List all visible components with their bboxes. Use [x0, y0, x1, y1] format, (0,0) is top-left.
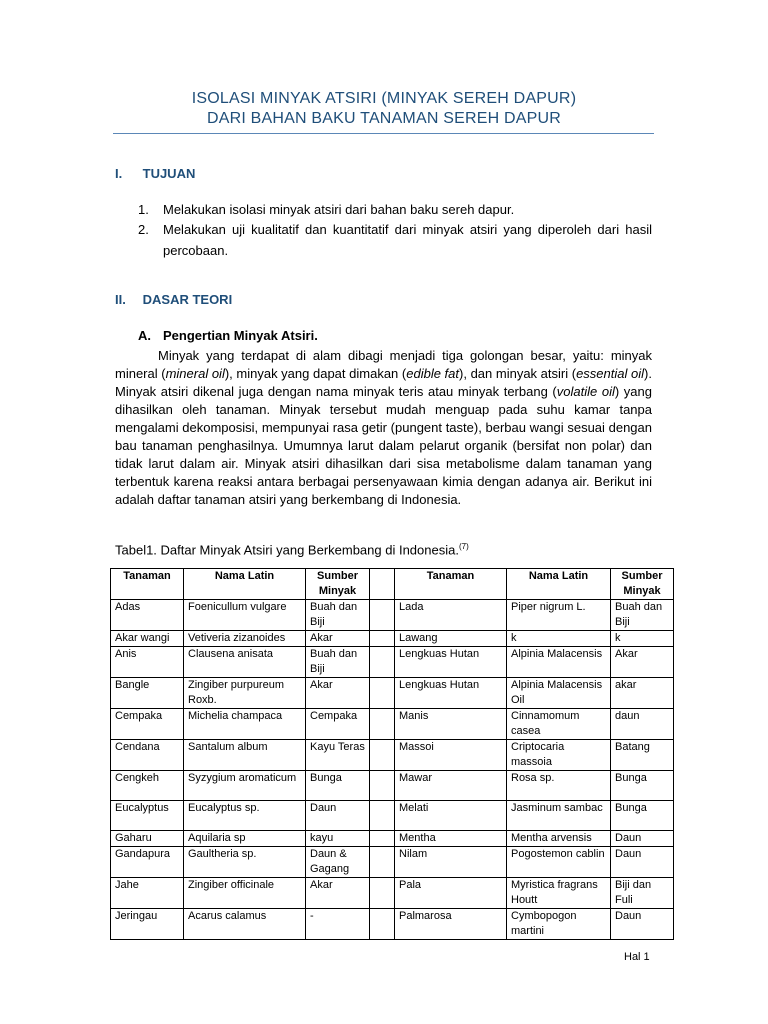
- table-cell: Daun: [611, 847, 674, 878]
- table-cell: [370, 878, 395, 909]
- table-cell: Santalum album: [184, 740, 306, 771]
- header-sumber-minyak: Sumber Minyak: [306, 569, 370, 600]
- table-cell: Nilam: [395, 847, 507, 878]
- paragraph-text: ), minyak yang dapat dimakan (: [224, 366, 407, 381]
- table-cell: Buah dan Biji: [306, 647, 370, 678]
- table-row: [111, 600, 674, 631]
- table-cell: Mentha: [395, 831, 507, 847]
- table-row: [111, 801, 674, 831]
- paragraph-italic: mineral oil: [165, 366, 225, 381]
- table-cell: Daun & Gagang: [306, 847, 370, 878]
- header-tanaman: Tanaman: [395, 569, 507, 600]
- table-cell: Adas: [111, 600, 184, 631]
- table-cell: Acarus calamus: [184, 909, 306, 940]
- table-cell: Akar: [611, 647, 674, 678]
- table-cell: Palmarosa: [395, 909, 507, 940]
- paragraph-text: ), dan minyak atsiri (: [459, 366, 577, 381]
- table-cell: Lengkuas Hutan: [395, 647, 507, 678]
- table-cell: Lawang: [395, 631, 507, 647]
- header-sumber-minyak: Sumber Minyak: [611, 569, 674, 600]
- table-cell: Myristica fragrans Houtt: [507, 878, 611, 909]
- table-row: [111, 678, 674, 709]
- table-cell: Jasminum sambac: [507, 801, 611, 831]
- table-cell: Syzygium aromaticum: [184, 771, 306, 801]
- table-cell: Jeringau: [111, 909, 184, 940]
- table-cell: Bunga: [306, 771, 370, 801]
- section-dasar-teori-heading: [115, 292, 232, 307]
- list-text: Melakukan uji kualitatif dan kuantitatif dari minyak atsiri yang diperoleh dari hasil percobaan.: [163, 222, 652, 258]
- table-cell: Akar: [306, 631, 370, 647]
- paragraph-text: ). Minyak atsiri dikenal juga dengan nama minyak teris atau minyak terbang (: [115, 366, 652, 399]
- table-row: [111, 878, 674, 909]
- table-cell: [370, 631, 395, 647]
- table-cell: Massoi: [395, 740, 507, 771]
- table-cell: [370, 847, 395, 878]
- table-cell: Pogostemon cablin: [507, 847, 611, 878]
- table-cell: [370, 801, 395, 831]
- table-cell: Eucalyptus: [111, 801, 184, 831]
- header-tanaman: Tanaman: [111, 569, 184, 600]
- paragraph-italic: edible fat: [406, 366, 460, 381]
- paragraph-italic: volatile oil: [556, 384, 615, 399]
- section-title: TUJUAN: [142, 166, 196, 181]
- table-cell: Daun: [306, 801, 370, 831]
- table-cell: Manis: [395, 709, 507, 740]
- table-cell: Foenicullum vulgare: [184, 600, 306, 631]
- section-tujuan-heading: [115, 166, 195, 181]
- table-row: [111, 909, 674, 940]
- table-cell: k: [507, 631, 611, 647]
- title-divider: [113, 133, 654, 134]
- table-cell: Zingiber purpureum Roxb.: [184, 678, 306, 709]
- list-item: [138, 219, 652, 261]
- table-row: [111, 771, 674, 801]
- table-cell: -: [306, 909, 370, 940]
- table-cell: Vetiveria zizanoides: [184, 631, 306, 647]
- table-cell: Jahe: [111, 878, 184, 909]
- table-cell: Akar wangi: [111, 631, 184, 647]
- table-cell: Zingiber officinale: [184, 878, 306, 909]
- essential-oil-table: [110, 568, 674, 940]
- table-cell: Criptocaria massoia: [507, 740, 611, 771]
- document-title-line2: DARI BAHAN BAKU TANAMAN SEREH DAPUR: [206, 110, 562, 127]
- table-cell: Mawar: [395, 771, 507, 801]
- table-cell: [370, 831, 395, 847]
- table-cell: Akar: [306, 678, 370, 709]
- table-cell: Bunga: [611, 801, 674, 831]
- table-cell: Biji dan Fuli: [611, 878, 674, 909]
- header-nama-latin: Nama Latin: [507, 569, 611, 600]
- table-cell: Gaultheria sp.: [184, 847, 306, 878]
- subsection-number: A.: [138, 328, 151, 343]
- table-cell: kayu: [306, 831, 370, 847]
- subsection-title: Pengertian Minyak Atsiri.: [163, 328, 318, 343]
- table-cell: Cempaka: [306, 709, 370, 740]
- page-number: Hal 1: [624, 951, 650, 963]
- table-cell: Mentha arvensis: [507, 831, 611, 847]
- table-cell: [370, 740, 395, 771]
- table-row: [111, 647, 674, 678]
- table-row: [111, 831, 674, 847]
- table-cell: Melati: [395, 801, 507, 831]
- table-cell: [370, 909, 395, 940]
- table-cell: Daun: [611, 909, 674, 940]
- table-cell: Lengkuas Hutan: [395, 678, 507, 709]
- table-cell: Batang: [611, 740, 674, 771]
- header-nama-latin: Nama Latin: [184, 569, 306, 600]
- paragraph-text: ) yang dihasilkan oleh tanaman. Minyak tersebut mudah menguap pada suhu kamar tanpa mengalami dekomposisi, mempunyai rasa getir (pungent taste), berbau wangi sesuai dengan bau tanaman penghasilnya. Umumnya larut dalam pelarut organik (bersifat non polar) dan tidak larut dalam air. Minyak atsiri dihasilkan dari sisa metabolisme dalam tanaman yang terbentuk karena reaksi antara berbagai persenyawaan kimia dengan adanya air. Berikut ini adalah daftar tanaman atsiri yang berkembang di Indonesia.: [115, 384, 652, 507]
- table-cell: [370, 678, 395, 709]
- table-cell: Akar: [306, 878, 370, 909]
- table-cell: [370, 647, 395, 678]
- paragraph-text: Minyak yang terdapat di alam dibagi menjadi tiga golongan besar, yaitu: minyak mineral (: [115, 348, 652, 381]
- table-cell: [370, 771, 395, 801]
- table-cell: Cymbopogon martini: [507, 909, 611, 940]
- table-header-row: [111, 569, 674, 600]
- table-cell: Bangle: [111, 678, 184, 709]
- table-cell: Piper nigrum L.: [507, 600, 611, 631]
- table-cell: Alpinia Malacensis: [507, 647, 611, 678]
- document-title-line1: ISOLASI MINYAK ATSIRI (MINYAK SEREH DAPUR): [191, 90, 577, 107]
- body-paragraph: [115, 347, 652, 509]
- list-text: Melakukan isolasi minyak atsiri dari bahan baku sereh dapur.: [163, 202, 515, 217]
- table-cell: Buah dan Biji: [306, 600, 370, 631]
- table-row: [111, 709, 674, 740]
- table-cell: Clausena anisata: [184, 647, 306, 678]
- list-item: [138, 199, 652, 220]
- table-cell: Cinnamomum casea: [507, 709, 611, 740]
- table-cell: Eucalyptus sp.: [184, 801, 306, 831]
- table-cell: Alpinia Malacensis Oil: [507, 678, 611, 709]
- table-cell: Michelia champaca: [184, 709, 306, 740]
- caption-reference: (7): [458, 542, 469, 551]
- section-number: II.: [115, 292, 126, 307]
- table-row: [111, 847, 674, 878]
- table-cell: Cendana: [111, 740, 184, 771]
- section-number: I.: [115, 166, 123, 181]
- subsection-heading: [138, 328, 318, 343]
- table-cell: [370, 600, 395, 631]
- caption-text: Tabel1. Daftar Minyak Atsiri yang Berkembang di Indonesia.: [115, 542, 459, 558]
- table-cell: Gaharu: [111, 831, 184, 847]
- section-title: DASAR TEORI: [142, 292, 233, 307]
- table-cell: [370, 709, 395, 740]
- table-cell: Aquilaria sp: [184, 831, 306, 847]
- table-cell: Bunga: [611, 771, 674, 801]
- table-cell: Cempaka: [111, 709, 184, 740]
- header-spacer: [370, 569, 395, 600]
- table-cell: Lada: [395, 600, 507, 631]
- table-caption: [115, 542, 469, 557]
- list-number: 2.: [138, 222, 149, 237]
- table-cell: Gandapura: [111, 847, 184, 878]
- table-cell: Anis: [111, 647, 184, 678]
- table-row: [111, 740, 674, 771]
- table-cell: Kayu Teras: [306, 740, 370, 771]
- table-cell: Pala: [395, 878, 507, 909]
- table-cell: k: [611, 631, 674, 647]
- paragraph-italic: essential oil: [576, 366, 645, 381]
- table-cell: Buah dan Biji: [611, 600, 674, 631]
- list-number: 1.: [138, 202, 149, 217]
- table-cell: daun: [611, 709, 674, 740]
- table-cell: Cengkeh: [111, 771, 184, 801]
- table-cell: akar: [611, 678, 674, 709]
- table-cell: Daun: [611, 831, 674, 847]
- table-cell: Rosa sp.: [507, 771, 611, 801]
- table-row: [111, 631, 674, 647]
